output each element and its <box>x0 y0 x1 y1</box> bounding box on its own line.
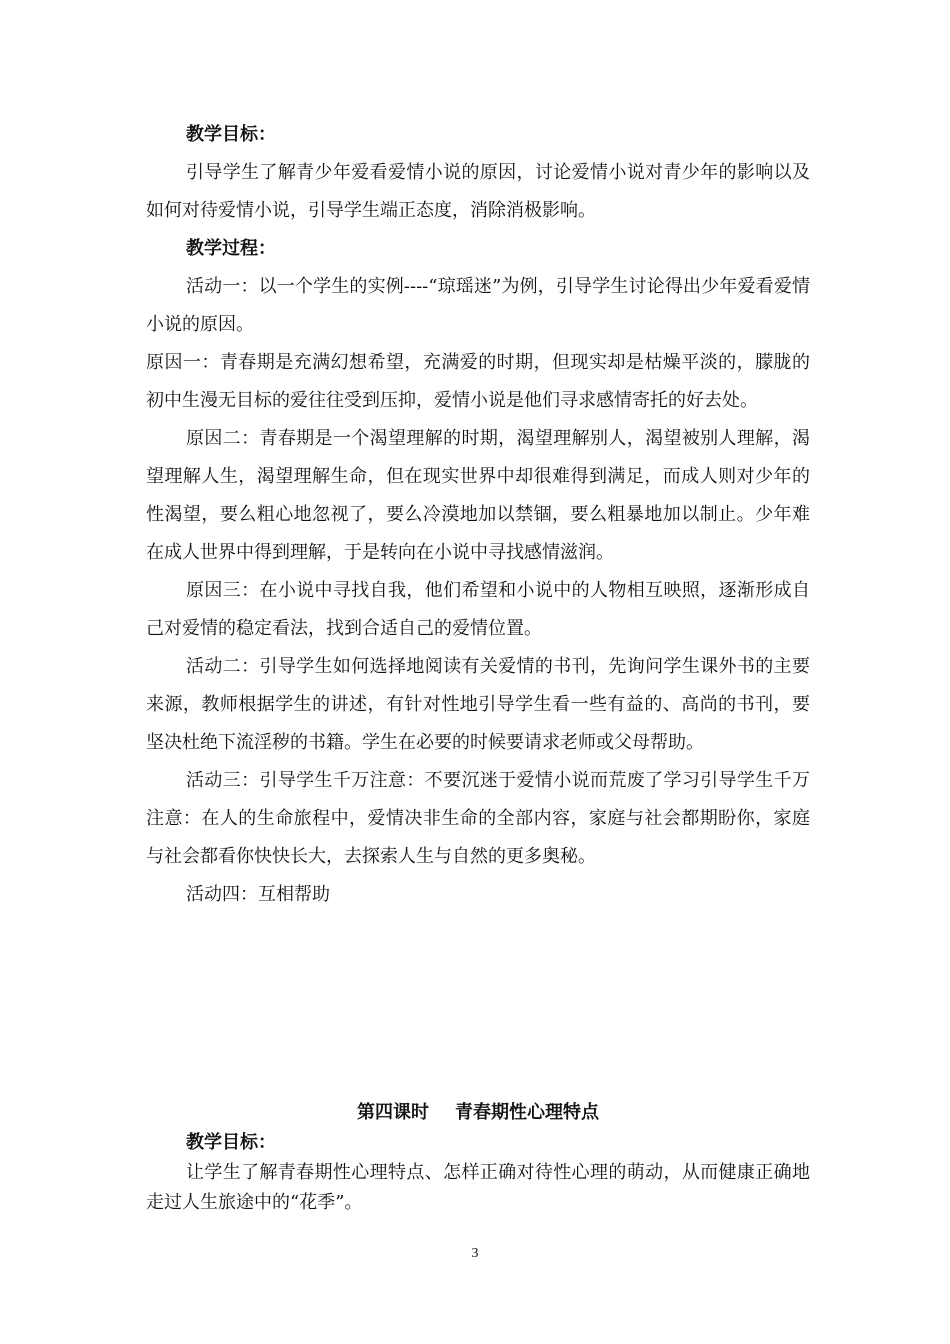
lesson-topic: 青春期性心理特点 <box>455 1102 599 1123</box>
goal-heading: 教学目标： <box>186 124 276 145</box>
lesson-title <box>146 1098 810 1128</box>
activity-one: 活动一：以一个学生的实例----“琼瑶迷”为例，引导学生讨论得出少年爱看爱情小说的原因。 <box>146 276 810 335</box>
process-heading: 教学过程： <box>186 238 276 259</box>
reason-two: 原因二：青春期是一个渴望理解的时期，渴望理解别人，渴望被别人理解，渴望理解人生，渴望理解生命，但在现实世界中却很难得到满足，而成人则对少年的性渴望，要么粗心地忽视了，要么冷漠地加以禁锢，要么粗暴地加以制止。少年难在成人世界中得到理解，于是转向在小说中寻找感情滋润。 <box>146 428 810 563</box>
lesson-goal-text: 让学生了解青春期性心理特点、怎样正确对待性心理的萌动，从而健康正确地走过人生旅途中的“花季”。 <box>146 1162 810 1213</box>
reason-three: 原因三：在小说中寻找自我，他们希望和小说中的人物相互映照，逐渐形成自己对爱情的稳定看法，找到合适自己的爱情位置。 <box>146 580 810 639</box>
lesson-label: 第四课时 <box>357 1102 429 1123</box>
goal-text: 引导学生了解青少年爱看爱情小说的原因，讨论爱情小说对青少年的影响以及如何对待爱情小说，引导学生端正态度，消除消极影响。 <box>146 162 810 221</box>
lesson-goal-heading: 教学目标： <box>186 1132 276 1153</box>
page-number: 3 <box>471 1246 479 1261</box>
activity-three: 活动三：引导学生千万注意：不要沉迷于爱情小说而荒废了学习引导学生千万注意：在人的生命旅程中，爱情决非生命的全部内容，家庭与社会都期盼你，家庭与社会都看你快快长大，去探索人生与自然的更多奥秘。 <box>146 770 810 867</box>
lesson-section-previous <box>146 116 810 914</box>
activity-four: 活动四：互相帮助 <box>186 884 330 905</box>
lesson-section-four <box>146 1098 810 1218</box>
activity-two: 活动二：引导学生如何选择地阅读有关爱情的书刊，先询问学生课外书的主要来源，教师根据学生的讲述，有针对性地引导学生看一些有益的、高尚的书刊，要坚决杜绝下流淫秽的书籍。学生在必要的时候要请求老师或父母帮助。 <box>146 656 810 753</box>
reason-one: 原因一：青春期是充满幻想希望，充满爱的时期，但现实却是枯燥平淡的，朦胧的初中生漫无目标的爱往往受到压抑，爱情小说是他们寻求感情寄托的好去处。 <box>146 352 810 411</box>
